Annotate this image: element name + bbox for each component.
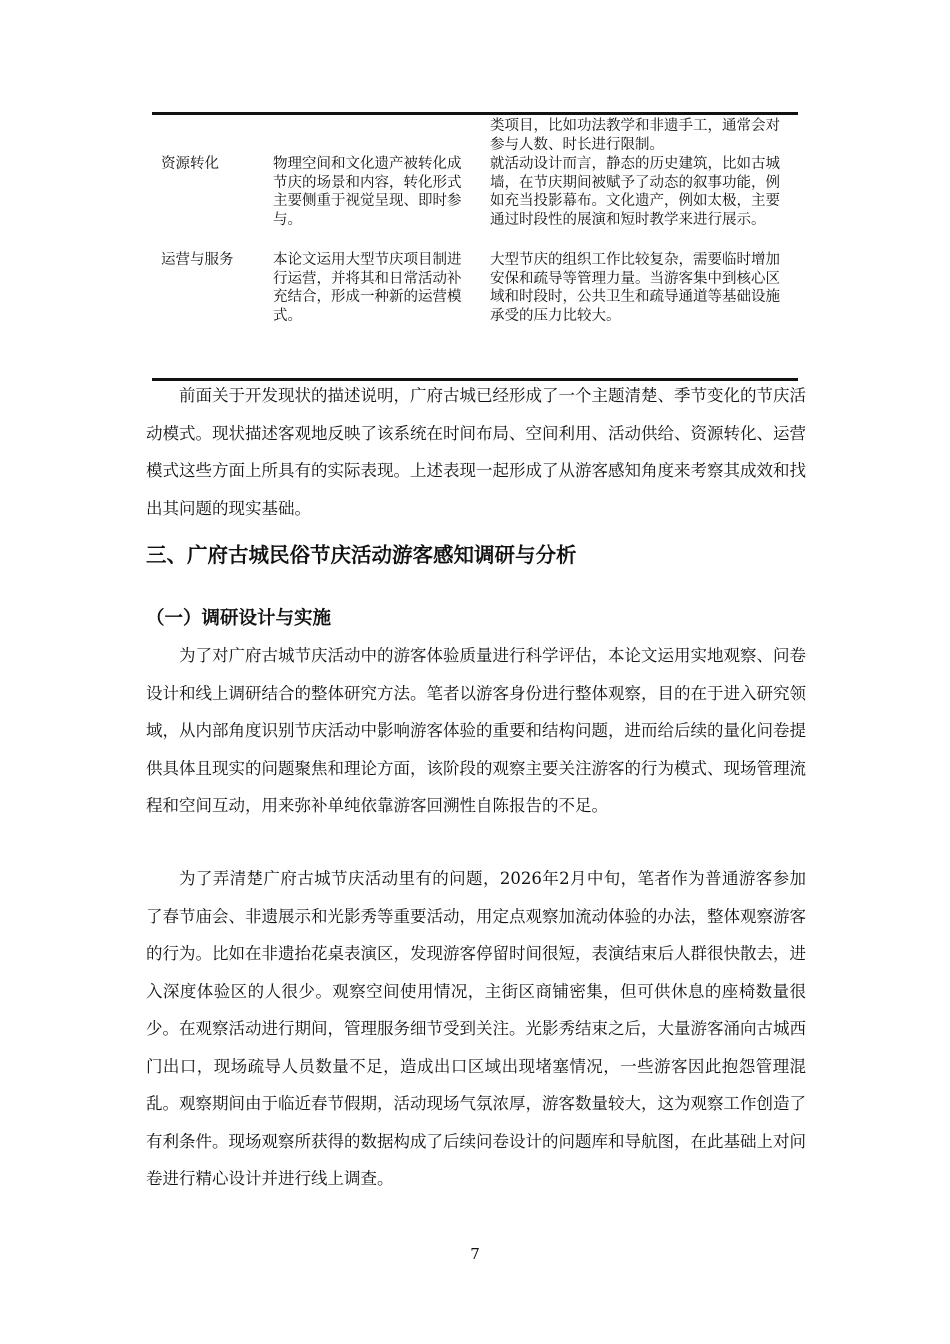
table-cell-row1-description: 物理空间和文化遗产被转化成节庆的场景和内容，转化形式主要侧重于视觉呈现、即时参与。 (273, 156, 462, 228)
table-cell-row1-label: 资源转化 (161, 156, 219, 172)
paragraph-research-method: 为了对广府古城节庆活动中的游客体验质量进行科学评估，本论文运用实地观察、问卷设计和线上调研结合的整体研究方法。笔者以游客身份进行整体观察，目的在于进入研究领域，从内部角度识别节庆活动中影响游客体验的重要和结构问题，进而给后续的量化问卷提供具体且现实的问题聚焦和理论方面，该阶段的观察主要关注游客的行为模式、现场管理流程和空间互动，用来弥补单纯依靠游客回溯性自陈报告的不足。 (146, 646, 806, 815)
summary-table (152, 112, 798, 381)
table-cell-row1-performance: 就活动设计而言，静态的历史建筑，比如古城墙，在节庆期间被赋予了动态的叙事功能，例如充当投影幕布。文化遗产，例如太极，主要通过时段性的展演和短时教学来进行展示。 (490, 156, 780, 228)
section-heading: 三、广府古城民俗节庆活动游客感知调研与分析 (146, 543, 577, 567)
table-top-rule (152, 112, 798, 115)
paragraph-field-observation: 为了弄清楚广府古城节庆活动里有的问题，2026年2月中旬，笔者作为普通游客参加了春节庙会、非遗展示和光影秀等重要活动，用定点观察加流动体验的办法，整体观察游客的行为。比如在非遗抬花桌表演区，发现游客停留时间很短，表演结束后人群很快散去，进入深度体验区的人很少。观察空间使用情况，主街区商铺密集，但可供休息的座椅数量很少。在观察活动进行期间，管理服务细节受到关注。光影秀结束之后，大量游客涌向古城西门出口，现场疏导人员数量不足，造成出口区域出现堵塞情况，一些游客因此抱怨管理混乱。观察期间由于临近春节假期，活动现场气氛浓厚，游客数量较大，这为观察工作创造了有利条件。现场观察所获得的数据构成了后续问卷设计的问题库和导航图，在此基础上对问卷进行精心设计并进行线上调查。 (146, 869, 806, 1188)
table-cell-row2-description: 本论文运用大型节庆项目制进行运营，并将其和日常活动补充结合，形成一种新的运营模式。 (273, 252, 462, 324)
table-cell-continued: 类项目，比如功法教学和非遗手工，通常会对参与人数、时长进行限制。 (490, 118, 780, 153)
paragraph-summary: 前面关于开发现状的描述说明，广府古城已经形成了一个主题清楚、季节变化的节庆活动模式。现状描述客观地反映了该系统在时间布局、空间利用、活动供给、资源转化、运营模式这些方面上所具有的实际表现。上述表现一起形成了从游客感知角度来考察其成效和找出其问题的现实基础。 (146, 386, 806, 518)
page-number: 7 (470, 1245, 480, 1263)
table-cell-row2-performance: 大型节庆的组织工作比较复杂，需要临时增加安保和疏导等管理力量。当游客集中到核心区域和时段时，公共卫生和疏导通道等基础设施承受的压力比较大。 (490, 252, 780, 324)
table-cell-row2-label: 运营与服务 (161, 252, 234, 268)
subsection-heading: （一）调研设计与实施 (146, 608, 332, 629)
